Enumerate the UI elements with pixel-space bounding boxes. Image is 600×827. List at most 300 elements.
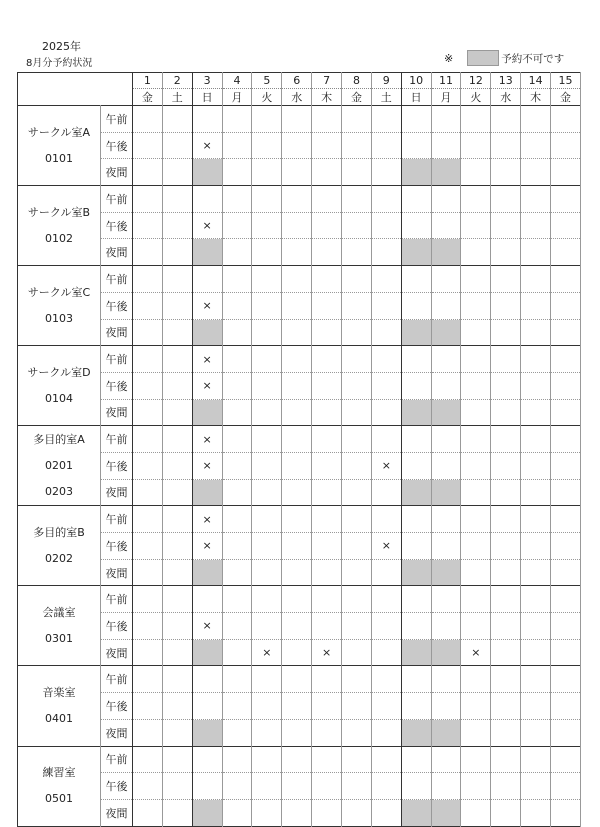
available-cell[interactable] xyxy=(312,212,342,239)
available-cell[interactable] xyxy=(491,799,521,826)
available-cell[interactable] xyxy=(521,292,551,319)
available-cell[interactable] xyxy=(342,186,372,213)
available-cell[interactable] xyxy=(222,159,252,186)
available-cell[interactable] xyxy=(371,559,401,586)
available-cell[interactable] xyxy=(461,319,491,346)
available-cell[interactable] xyxy=(491,319,521,346)
available-cell[interactable] xyxy=(521,666,551,693)
available-cell[interactable] xyxy=(461,186,491,213)
available-cell[interactable] xyxy=(491,266,521,293)
available-cell[interactable] xyxy=(282,666,312,693)
available-cell[interactable] xyxy=(431,693,461,720)
available-cell[interactable] xyxy=(551,479,581,506)
available-cell[interactable] xyxy=(371,639,401,666)
available-cell[interactable] xyxy=(222,719,252,746)
available-cell[interactable] xyxy=(282,132,312,159)
available-cell[interactable] xyxy=(282,426,312,453)
available-cell[interactable] xyxy=(551,266,581,293)
available-cell[interactable] xyxy=(312,266,342,293)
available-cell[interactable] xyxy=(461,719,491,746)
available-cell[interactable] xyxy=(491,479,521,506)
available-cell[interactable] xyxy=(401,212,431,239)
available-cell[interactable] xyxy=(521,106,551,133)
available-cell[interactable] xyxy=(461,746,491,773)
available-cell[interactable] xyxy=(461,586,491,613)
available-cell[interactable] xyxy=(342,399,372,426)
available-cell[interactable] xyxy=(312,132,342,159)
available-cell[interactable] xyxy=(371,159,401,186)
available-cell[interactable] xyxy=(282,186,312,213)
available-cell[interactable] xyxy=(461,426,491,453)
available-cell[interactable] xyxy=(162,346,192,373)
available-cell[interactable] xyxy=(312,452,342,479)
available-cell[interactable] xyxy=(222,426,252,453)
available-cell[interactable] xyxy=(162,639,192,666)
available-cell[interactable] xyxy=(133,613,163,640)
available-cell[interactable] xyxy=(342,426,372,453)
available-cell[interactable] xyxy=(551,372,581,399)
available-cell[interactable] xyxy=(133,506,163,533)
available-cell[interactable] xyxy=(551,132,581,159)
available-cell[interactable] xyxy=(222,239,252,266)
available-cell[interactable] xyxy=(282,399,312,426)
available-cell[interactable] xyxy=(312,559,342,586)
available-cell[interactable] xyxy=(162,533,192,560)
available-cell[interactable] xyxy=(192,693,222,720)
available-cell[interactable] xyxy=(162,106,192,133)
available-cell[interactable] xyxy=(162,693,192,720)
available-cell[interactable] xyxy=(401,586,431,613)
available-cell[interactable] xyxy=(133,533,163,560)
available-cell[interactable] xyxy=(431,426,461,453)
available-cell[interactable] xyxy=(252,239,282,266)
available-cell[interactable] xyxy=(491,666,521,693)
available-cell[interactable] xyxy=(342,319,372,346)
available-cell[interactable] xyxy=(162,799,192,826)
available-cell[interactable] xyxy=(133,399,163,426)
available-cell[interactable] xyxy=(162,746,192,773)
available-cell[interactable] xyxy=(551,186,581,213)
available-cell[interactable] xyxy=(431,452,461,479)
available-cell[interactable] xyxy=(162,666,192,693)
available-cell[interactable] xyxy=(491,399,521,426)
available-cell[interactable] xyxy=(491,613,521,640)
available-cell[interactable] xyxy=(133,106,163,133)
available-cell[interactable] xyxy=(282,292,312,319)
available-cell[interactable] xyxy=(133,746,163,773)
available-cell[interactable] xyxy=(133,239,163,266)
available-cell[interactable] xyxy=(282,559,312,586)
available-cell[interactable] xyxy=(491,533,521,560)
available-cell[interactable] xyxy=(162,292,192,319)
available-cell[interactable] xyxy=(551,693,581,720)
available-cell[interactable] xyxy=(252,399,282,426)
available-cell[interactable] xyxy=(222,292,252,319)
available-cell[interactable] xyxy=(371,399,401,426)
available-cell[interactable] xyxy=(431,346,461,373)
available-cell[interactable] xyxy=(371,372,401,399)
available-cell[interactable] xyxy=(192,773,222,800)
available-cell[interactable] xyxy=(282,239,312,266)
available-cell[interactable] xyxy=(521,746,551,773)
available-cell[interactable] xyxy=(282,533,312,560)
available-cell[interactable] xyxy=(342,559,372,586)
available-cell[interactable] xyxy=(162,452,192,479)
available-cell[interactable] xyxy=(401,266,431,293)
available-cell[interactable] xyxy=(491,773,521,800)
available-cell[interactable] xyxy=(401,186,431,213)
available-cell[interactable] xyxy=(222,533,252,560)
available-cell[interactable] xyxy=(461,452,491,479)
available-cell[interactable] xyxy=(401,292,431,319)
available-cell[interactable] xyxy=(461,799,491,826)
available-cell[interactable] xyxy=(342,533,372,560)
available-cell[interactable] xyxy=(521,533,551,560)
available-cell[interactable] xyxy=(371,212,401,239)
available-cell[interactable] xyxy=(551,666,581,693)
available-cell[interactable] xyxy=(133,693,163,720)
available-cell[interactable] xyxy=(401,533,431,560)
available-cell[interactable] xyxy=(133,586,163,613)
available-cell[interactable] xyxy=(252,372,282,399)
available-cell[interactable] xyxy=(431,266,461,293)
available-cell[interactable] xyxy=(252,346,282,373)
available-cell[interactable] xyxy=(551,212,581,239)
available-cell[interactable] xyxy=(222,639,252,666)
available-cell[interactable] xyxy=(252,132,282,159)
available-cell[interactable] xyxy=(222,773,252,800)
available-cell[interactable] xyxy=(252,292,282,319)
available-cell[interactable] xyxy=(282,372,312,399)
available-cell[interactable] xyxy=(342,693,372,720)
available-cell[interactable] xyxy=(371,346,401,373)
available-cell[interactable] xyxy=(162,479,192,506)
available-cell[interactable] xyxy=(551,639,581,666)
available-cell[interactable] xyxy=(491,159,521,186)
available-cell[interactable] xyxy=(312,292,342,319)
available-cell[interactable] xyxy=(312,506,342,533)
available-cell[interactable] xyxy=(521,773,551,800)
available-cell[interactable] xyxy=(222,506,252,533)
available-cell[interactable] xyxy=(551,159,581,186)
available-cell[interactable] xyxy=(342,266,372,293)
available-cell[interactable] xyxy=(162,159,192,186)
available-cell[interactable] xyxy=(551,452,581,479)
available-cell[interactable] xyxy=(312,613,342,640)
available-cell[interactable] xyxy=(222,346,252,373)
available-cell[interactable] xyxy=(371,746,401,773)
available-cell[interactable] xyxy=(162,239,192,266)
available-cell[interactable] xyxy=(431,773,461,800)
available-cell[interactable] xyxy=(551,559,581,586)
available-cell[interactable] xyxy=(252,106,282,133)
available-cell[interactable] xyxy=(431,586,461,613)
available-cell[interactable] xyxy=(222,372,252,399)
available-cell[interactable] xyxy=(222,559,252,586)
available-cell[interactable] xyxy=(342,239,372,266)
available-cell[interactable] xyxy=(551,426,581,453)
available-cell[interactable] xyxy=(252,212,282,239)
available-cell[interactable] xyxy=(401,132,431,159)
available-cell[interactable] xyxy=(401,666,431,693)
available-cell[interactable] xyxy=(252,506,282,533)
available-cell[interactable] xyxy=(222,212,252,239)
available-cell[interactable] xyxy=(401,506,431,533)
available-cell[interactable] xyxy=(401,773,431,800)
available-cell[interactable] xyxy=(551,506,581,533)
available-cell[interactable] xyxy=(162,719,192,746)
available-cell[interactable] xyxy=(371,266,401,293)
available-cell[interactable] xyxy=(491,506,521,533)
available-cell[interactable] xyxy=(491,212,521,239)
available-cell[interactable] xyxy=(491,586,521,613)
available-cell[interactable] xyxy=(491,746,521,773)
available-cell[interactable] xyxy=(252,693,282,720)
available-cell[interactable] xyxy=(371,292,401,319)
available-cell[interactable] xyxy=(282,479,312,506)
available-cell[interactable] xyxy=(252,266,282,293)
available-cell[interactable] xyxy=(192,266,222,293)
available-cell[interactable] xyxy=(133,799,163,826)
available-cell[interactable] xyxy=(192,586,222,613)
available-cell[interactable] xyxy=(491,639,521,666)
available-cell[interactable] xyxy=(401,426,431,453)
available-cell[interactable] xyxy=(312,399,342,426)
available-cell[interactable] xyxy=(252,746,282,773)
available-cell[interactable] xyxy=(342,586,372,613)
available-cell[interactable] xyxy=(252,479,282,506)
available-cell[interactable] xyxy=(521,719,551,746)
available-cell[interactable] xyxy=(461,266,491,293)
available-cell[interactable] xyxy=(282,212,312,239)
available-cell[interactable] xyxy=(551,399,581,426)
available-cell[interactable] xyxy=(312,666,342,693)
available-cell[interactable] xyxy=(342,292,372,319)
available-cell[interactable] xyxy=(282,799,312,826)
available-cell[interactable] xyxy=(222,479,252,506)
available-cell[interactable] xyxy=(282,506,312,533)
available-cell[interactable] xyxy=(371,319,401,346)
available-cell[interactable] xyxy=(133,132,163,159)
available-cell[interactable] xyxy=(431,212,461,239)
available-cell[interactable] xyxy=(282,346,312,373)
available-cell[interactable] xyxy=(342,106,372,133)
available-cell[interactable] xyxy=(551,613,581,640)
available-cell[interactable] xyxy=(491,106,521,133)
available-cell[interactable] xyxy=(431,132,461,159)
available-cell[interactable] xyxy=(521,132,551,159)
available-cell[interactable] xyxy=(371,106,401,133)
available-cell[interactable] xyxy=(222,613,252,640)
available-cell[interactable] xyxy=(521,159,551,186)
available-cell[interactable] xyxy=(521,266,551,293)
available-cell[interactable] xyxy=(222,799,252,826)
available-cell[interactable] xyxy=(521,639,551,666)
available-cell[interactable] xyxy=(282,319,312,346)
available-cell[interactable] xyxy=(491,693,521,720)
available-cell[interactable] xyxy=(162,372,192,399)
available-cell[interactable] xyxy=(371,239,401,266)
available-cell[interactable] xyxy=(461,239,491,266)
available-cell[interactable] xyxy=(342,799,372,826)
available-cell[interactable] xyxy=(252,533,282,560)
available-cell[interactable] xyxy=(162,319,192,346)
available-cell[interactable] xyxy=(162,773,192,800)
available-cell[interactable] xyxy=(521,693,551,720)
available-cell[interactable] xyxy=(461,666,491,693)
available-cell[interactable] xyxy=(162,212,192,239)
available-cell[interactable] xyxy=(371,799,401,826)
available-cell[interactable] xyxy=(162,586,192,613)
available-cell[interactable] xyxy=(282,106,312,133)
available-cell[interactable] xyxy=(252,613,282,640)
available-cell[interactable] xyxy=(431,292,461,319)
available-cell[interactable] xyxy=(282,639,312,666)
available-cell[interactable] xyxy=(133,212,163,239)
available-cell[interactable] xyxy=(133,479,163,506)
available-cell[interactable] xyxy=(312,159,342,186)
available-cell[interactable] xyxy=(342,479,372,506)
available-cell[interactable] xyxy=(312,586,342,613)
available-cell[interactable] xyxy=(252,559,282,586)
available-cell[interactable] xyxy=(222,399,252,426)
available-cell[interactable] xyxy=(401,613,431,640)
available-cell[interactable] xyxy=(461,159,491,186)
available-cell[interactable] xyxy=(461,212,491,239)
available-cell[interactable] xyxy=(461,106,491,133)
available-cell[interactable] xyxy=(282,586,312,613)
available-cell[interactable] xyxy=(252,799,282,826)
available-cell[interactable] xyxy=(461,292,491,319)
available-cell[interactable] xyxy=(521,559,551,586)
available-cell[interactable] xyxy=(342,159,372,186)
available-cell[interactable] xyxy=(521,212,551,239)
available-cell[interactable] xyxy=(461,372,491,399)
available-cell[interactable] xyxy=(371,666,401,693)
available-cell[interactable] xyxy=(461,399,491,426)
available-cell[interactable] xyxy=(192,666,222,693)
available-cell[interactable] xyxy=(133,426,163,453)
available-cell[interactable] xyxy=(461,559,491,586)
available-cell[interactable] xyxy=(401,346,431,373)
available-cell[interactable] xyxy=(371,506,401,533)
available-cell[interactable] xyxy=(342,506,372,533)
available-cell[interactable] xyxy=(371,186,401,213)
available-cell[interactable] xyxy=(371,132,401,159)
available-cell[interactable] xyxy=(521,613,551,640)
available-cell[interactable] xyxy=(192,746,222,773)
available-cell[interactable] xyxy=(312,746,342,773)
available-cell[interactable] xyxy=(342,666,372,693)
available-cell[interactable] xyxy=(401,106,431,133)
available-cell[interactable] xyxy=(162,186,192,213)
available-cell[interactable] xyxy=(222,666,252,693)
available-cell[interactable] xyxy=(252,586,282,613)
available-cell[interactable] xyxy=(551,346,581,373)
available-cell[interactable] xyxy=(431,746,461,773)
available-cell[interactable] xyxy=(162,426,192,453)
available-cell[interactable] xyxy=(491,372,521,399)
available-cell[interactable] xyxy=(282,159,312,186)
available-cell[interactable] xyxy=(312,693,342,720)
available-cell[interactable] xyxy=(551,292,581,319)
available-cell[interactable] xyxy=(551,746,581,773)
available-cell[interactable] xyxy=(222,319,252,346)
available-cell[interactable] xyxy=(312,799,342,826)
available-cell[interactable] xyxy=(312,239,342,266)
available-cell[interactable] xyxy=(312,372,342,399)
available-cell[interactable] xyxy=(551,773,581,800)
available-cell[interactable] xyxy=(371,426,401,453)
available-cell[interactable] xyxy=(521,426,551,453)
available-cell[interactable] xyxy=(401,452,431,479)
available-cell[interactable] xyxy=(461,346,491,373)
available-cell[interactable] xyxy=(401,746,431,773)
available-cell[interactable] xyxy=(431,186,461,213)
available-cell[interactable] xyxy=(192,186,222,213)
available-cell[interactable] xyxy=(342,773,372,800)
available-cell[interactable] xyxy=(431,533,461,560)
available-cell[interactable] xyxy=(252,426,282,453)
available-cell[interactable] xyxy=(133,773,163,800)
available-cell[interactable] xyxy=(551,586,581,613)
available-cell[interactable] xyxy=(222,586,252,613)
available-cell[interactable] xyxy=(521,239,551,266)
available-cell[interactable] xyxy=(491,346,521,373)
available-cell[interactable] xyxy=(461,693,491,720)
available-cell[interactable] xyxy=(342,372,372,399)
available-cell[interactable] xyxy=(192,106,222,133)
available-cell[interactable] xyxy=(371,479,401,506)
available-cell[interactable] xyxy=(431,666,461,693)
available-cell[interactable] xyxy=(551,319,581,346)
available-cell[interactable] xyxy=(133,186,163,213)
available-cell[interactable] xyxy=(133,452,163,479)
available-cell[interactable] xyxy=(521,372,551,399)
available-cell[interactable] xyxy=(521,506,551,533)
available-cell[interactable] xyxy=(371,586,401,613)
available-cell[interactable] xyxy=(312,346,342,373)
available-cell[interactable] xyxy=(282,719,312,746)
available-cell[interactable] xyxy=(491,452,521,479)
available-cell[interactable] xyxy=(222,132,252,159)
available-cell[interactable] xyxy=(371,613,401,640)
available-cell[interactable] xyxy=(282,452,312,479)
available-cell[interactable] xyxy=(133,319,163,346)
available-cell[interactable] xyxy=(252,186,282,213)
available-cell[interactable] xyxy=(342,132,372,159)
available-cell[interactable] xyxy=(222,266,252,293)
available-cell[interactable] xyxy=(521,186,551,213)
available-cell[interactable] xyxy=(252,773,282,800)
available-cell[interactable] xyxy=(133,372,163,399)
available-cell[interactable] xyxy=(282,746,312,773)
available-cell[interactable] xyxy=(252,666,282,693)
available-cell[interactable] xyxy=(252,319,282,346)
available-cell[interactable] xyxy=(551,239,581,266)
available-cell[interactable] xyxy=(312,533,342,560)
available-cell[interactable] xyxy=(431,106,461,133)
available-cell[interactable] xyxy=(252,452,282,479)
available-cell[interactable] xyxy=(133,719,163,746)
available-cell[interactable] xyxy=(401,693,431,720)
available-cell[interactable] xyxy=(371,773,401,800)
available-cell[interactable] xyxy=(222,693,252,720)
available-cell[interactable] xyxy=(312,319,342,346)
available-cell[interactable] xyxy=(521,479,551,506)
available-cell[interactable] xyxy=(461,506,491,533)
available-cell[interactable] xyxy=(162,399,192,426)
